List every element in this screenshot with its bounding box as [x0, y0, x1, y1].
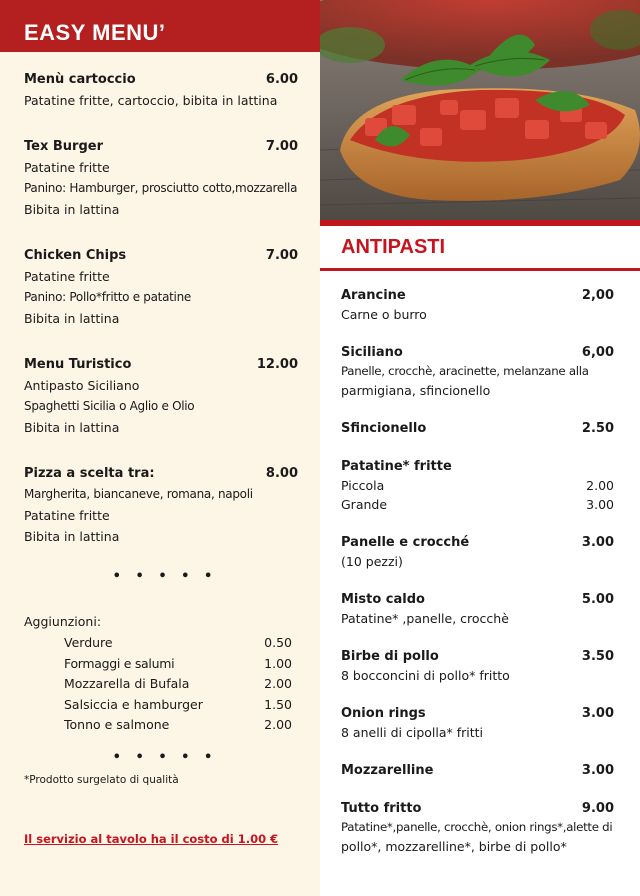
menu-item [24, 355, 298, 438]
item-price: 2.50 [581, 421, 614, 436]
item-description: 8 bocconcini di pollo* fritto [341, 668, 510, 683]
antipasti-title-underline [320, 268, 640, 271]
item-price: 3.00 [581, 763, 614, 778]
item-price: 3.00 [581, 535, 614, 550]
item-name: Mozzarelline [341, 763, 434, 778]
menu-item [24, 70, 298, 111]
item-description: Patatine*,panelle, crocchè, onion rings*,alette di [341, 820, 613, 834]
item-price: 6,00 [581, 345, 614, 360]
item-name: Siciliano [341, 345, 403, 360]
item-description: Panelle, crocchè, aracinette, melanzane alla [341, 364, 589, 378]
menu-item [341, 533, 614, 571]
antipasti-section [320, 226, 640, 875]
item-name: Birbe di pollo [341, 649, 439, 664]
antipasti-title: ANTIPASTI [341, 236, 446, 258]
item-price: 3.00 [581, 706, 614, 721]
bruschetta-photo [320, 0, 640, 220]
item-price: 7.00 [265, 248, 298, 263]
addition-name: Formaggi e salumi [64, 655, 175, 671]
item-description: Patatine fritte, cartoccio, bibita in lattina [24, 93, 278, 108]
item-name: Sfincionello [341, 421, 427, 436]
addition-row [24, 674, 298, 695]
item-description: Bibita in lattina [24, 202, 120, 217]
item-price: 6.00 [265, 72, 298, 87]
menu-item [24, 137, 298, 220]
item-description: Bibita in lattina [24, 420, 120, 435]
additions-title: Aggiunzioni: [24, 614, 102, 629]
easy-menu-title: EASY MENU’ [0, 0, 320, 52]
item-name: Onion rings [341, 706, 426, 721]
item-price: 2,00 [581, 288, 614, 303]
addition-row [24, 654, 298, 675]
item-description: 8 anelli di cipolla* fritti [341, 725, 484, 740]
item-description: Margherita, biancaneve, romana, napoli [24, 487, 253, 501]
menu-item [341, 647, 614, 685]
item-description: Patatine* ,panelle, crocchè [341, 611, 509, 626]
addition-price: 0.50 [264, 635, 292, 650]
item-description: Panino: Pollo*fritto e patatine [24, 290, 191, 304]
item-price: 8.00 [265, 466, 298, 481]
addition-row [24, 633, 298, 654]
size-price: 2.00 [586, 478, 614, 493]
addition-name: Verdure [64, 635, 113, 650]
item-description: pollo*, mozzarelline*, birbe di pollo* [341, 839, 567, 854]
menu-item [341, 799, 614, 856]
addition-name: Tonno e salmone [64, 717, 170, 732]
additions-section [24, 611, 298, 736]
menu-item [341, 343, 614, 400]
item-description: Spaghetti Sicilia o Aglio e Olio [24, 399, 195, 413]
item-name: Menù cartoccio [24, 72, 136, 87]
menu-item [341, 419, 614, 438]
menu-item [341, 286, 614, 324]
frozen-product-note: *Prodotto surgelato di qualità [24, 773, 179, 786]
item-name: Panelle e crocché [341, 535, 470, 550]
item-description: Bibita in lattina [24, 311, 120, 326]
item-name: Misto caldo [341, 592, 425, 607]
item-price: 7.00 [265, 139, 298, 154]
size-name: Grande [341, 497, 388, 512]
item-description: Panino: Hamburger, prosciutto cotto,mozzarella [24, 181, 298, 195]
item-name: Chicken Chips [24, 248, 127, 263]
size-option-row [341, 476, 614, 495]
item-price: 5.00 [581, 592, 614, 607]
dots-separator: • • • • • [112, 749, 218, 765]
item-description: Carne o burro [341, 307, 427, 322]
size-name: Piccola [341, 478, 385, 493]
item-price: 9.00 [581, 801, 614, 816]
addition-price: 2.00 [264, 717, 292, 732]
service-charge-note: Il servizio al tavolo ha il costo di 1.00 € [24, 831, 279, 846]
menu-item [24, 246, 298, 329]
addition-row [24, 715, 298, 736]
addition-name: Mozzarella di Bufala [64, 676, 190, 691]
item-name: Tutto fritto [341, 801, 422, 816]
item-description: Patatine fritte [24, 160, 110, 175]
item-description: Patatine fritte [24, 508, 110, 523]
item-description: Bibita in lattina [24, 529, 120, 544]
menu-item [341, 761, 614, 780]
dots-separator: • • • • • [112, 569, 218, 584]
menu-item [341, 457, 614, 514]
item-description: parmigiana, sfincionello [341, 383, 491, 398]
item-name: Tex Burger [24, 139, 103, 154]
item-name: Menu Turistico [24, 357, 132, 372]
item-name: Arancine [341, 288, 406, 303]
item-price: 12.00 [256, 357, 298, 372]
item-name: Pizza a scelta tra: [24, 466, 155, 481]
menu-item [341, 590, 614, 628]
item-price: 3.50 [581, 649, 614, 664]
item-description: Patatine fritte [24, 269, 110, 284]
item-name: Patatine* fritte [341, 459, 452, 474]
item-description: Antipasto Siciliano [24, 378, 140, 393]
addition-price: 1.00 [264, 655, 292, 671]
addition-row [24, 695, 298, 716]
addition-price: 2.00 [264, 676, 292, 691]
addition-price: 1.50 [264, 696, 292, 712]
addition-name: Salsiccia e hamburger [64, 696, 203, 712]
menu-item [24, 464, 298, 547]
size-option-row [341, 495, 614, 514]
size-price: 3.00 [586, 497, 614, 512]
menu-item [341, 704, 614, 742]
item-description: (10 pezzi) [341, 554, 403, 569]
